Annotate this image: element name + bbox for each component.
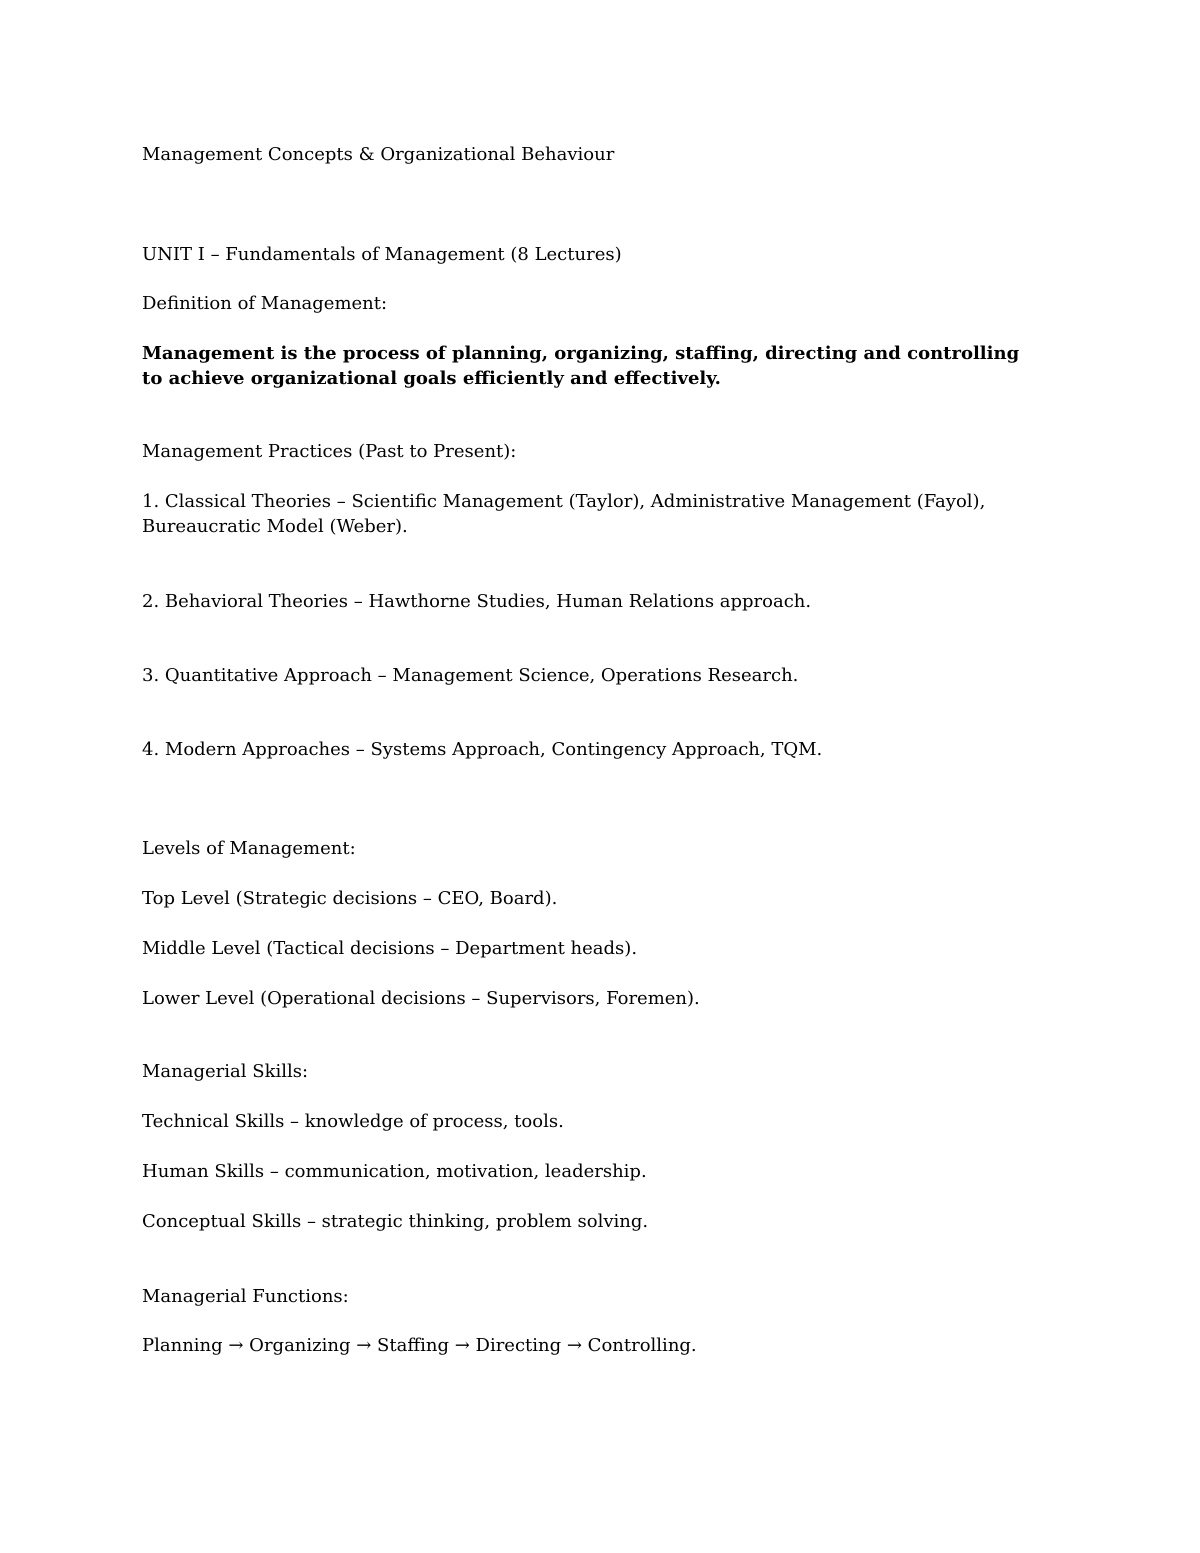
level-item: Lower Level (Operational decisions – Supervisors, Foremen).	[142, 988, 700, 1009]
skill-item: Technical Skills – knowledge of process, tools.	[142, 1111, 564, 1132]
skill-item: Conceptual Skills – strategic thinking, problem solving.	[142, 1211, 649, 1232]
levels-heading: Levels of Management:	[142, 838, 356, 859]
functions-text: Planning → Organizing → Staffing → Directing → Controlling.	[142, 1335, 697, 1356]
practice-item: 3. Quantitative Approach – Management Science, Operations Research.	[142, 665, 799, 686]
definition-text: Management is the process of planning, organizing, staffing, directing and controlling to achieve organizational goals efficiently and effectively.	[142, 343, 1020, 389]
skill-item: Human Skills – communication, motivation, leadership.	[142, 1161, 647, 1182]
level-item: Middle Level (Tactical decisions – Department heads).	[142, 938, 638, 959]
practice-item: 4. Modern Approaches – Systems Approach, Contingency Approach, TQM.	[142, 739, 823, 760]
practices-heading: Management Practices (Past to Present):	[142, 441, 517, 462]
practice-item: 1. Classical Theories – Scientific Management (Taylor), Administrative Management (Fayol), Bureaucratic Model (Weber).	[142, 491, 986, 537]
definition-heading: Definition of Management:	[142, 293, 388, 314]
practice-item: 2. Behavioral Theories – Hawthorne Studies, Human Relations approach.	[142, 591, 812, 612]
unit-heading: UNIT I – Fundamentals of Management (8 Lectures)	[142, 244, 622, 265]
document-title: Management Concepts & Organizational Behaviour	[142, 144, 615, 165]
functions-heading: Managerial Functions:	[142, 1286, 349, 1307]
skills-heading: Managerial Skills:	[142, 1061, 309, 1082]
level-item: Top Level (Strategic decisions – CEO, Board).	[142, 888, 558, 909]
